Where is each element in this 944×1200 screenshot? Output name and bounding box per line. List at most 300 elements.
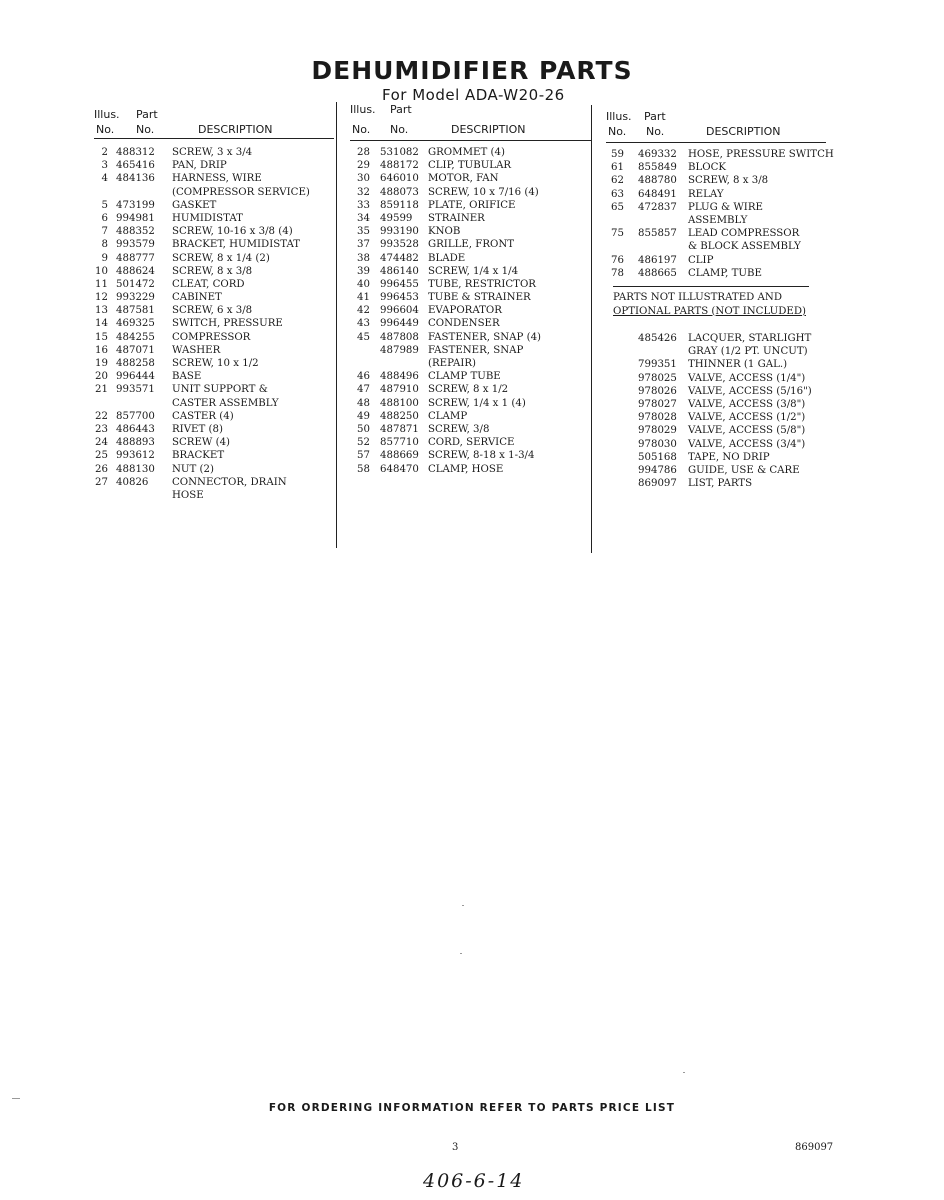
table-row	[94, 199, 334, 212]
illus-number: 45	[357, 331, 370, 343]
illus-number: 30	[357, 173, 370, 185]
part-number: 488665	[638, 267, 677, 279]
part-description: LIST, PARTS	[688, 478, 753, 490]
part-description: SCREW, 3 x 3/4	[172, 147, 253, 158]
illus-number: 15	[95, 331, 108, 343]
illus-label: Illus.	[94, 108, 120, 121]
table-row	[94, 344, 334, 357]
illus-number: 23	[95, 423, 108, 435]
part-number: 996453	[380, 292, 419, 304]
table-row	[606, 214, 846, 227]
illus-number: 59	[611, 149, 624, 160]
document-number: 869097	[795, 1142, 834, 1153]
table-row	[350, 199, 590, 212]
part-description: (REPAIR)	[428, 358, 477, 369]
table-row	[350, 278, 590, 291]
part-description: WASHER	[172, 344, 221, 356]
part-description: MOTOR, FAN	[428, 173, 499, 185]
part-number: 488172	[380, 160, 419, 172]
illus-number: 24	[95, 437, 108, 449]
table-row	[94, 172, 334, 185]
table-row	[350, 238, 590, 251]
part-number: 994981	[116, 212, 155, 224]
part-no-label: No.	[390, 123, 409, 136]
part-number: 869097	[638, 478, 677, 490]
handwritten-note: 406-6-14	[423, 1170, 525, 1192]
part-description: HUMIDISTAT	[172, 212, 243, 224]
part-number: 996449	[380, 318, 419, 330]
part-number: 855849	[638, 162, 677, 174]
not-illustrated-rule	[613, 286, 809, 287]
table-row	[606, 424, 846, 437]
table-row	[94, 304, 334, 317]
part-description: CLAMP, HOSE	[428, 463, 504, 475]
illus-number: 6	[101, 212, 108, 224]
table-row	[606, 438, 846, 451]
part-description: CLAMP TUBE	[428, 371, 501, 383]
part-number: 484255	[116, 331, 155, 343]
scan-speck	[683, 1072, 685, 1073]
part-description: TAPE, NO DRIP	[688, 451, 770, 463]
part-description: (COMPRESSOR SERVICE)	[172, 186, 310, 198]
illus-number: 21	[95, 384, 108, 396]
part-description: HOSE, PRESSURE SWITCH	[688, 149, 834, 160]
table-row	[606, 385, 846, 398]
illus-number: 14	[95, 318, 108, 330]
column-1-rule	[94, 138, 334, 139]
part-description: TUBE & STRAINER	[428, 292, 531, 304]
table-row	[350, 436, 590, 449]
table-row	[94, 423, 334, 436]
part-description: VALVE, ACCESS (5/16")	[688, 385, 812, 397]
part-description: SCREW (4)	[172, 437, 231, 449]
table-row	[94, 397, 334, 410]
part-number: 488250	[380, 410, 419, 422]
part-number: 486443	[116, 423, 155, 435]
scan-speck	[460, 953, 462, 954]
part-number: 488496	[380, 371, 419, 383]
table-row	[350, 410, 590, 423]
illus-no-label: No.	[96, 123, 115, 136]
illus-number: 26	[95, 463, 108, 475]
part-description: SCREW, 10 x 1/2	[172, 358, 259, 369]
table-row	[94, 159, 334, 172]
table-row	[606, 174, 846, 187]
part-number: 648491	[638, 188, 677, 200]
table-row	[94, 212, 334, 225]
part-number: 993579	[116, 239, 155, 251]
part-description: HOSE	[172, 489, 204, 501]
part-description: PLATE, ORIFICE	[428, 199, 516, 211]
part-description: SCREW, 3/8	[428, 423, 490, 435]
part-description: SCREW, 1/4 x 1/4	[428, 265, 519, 277]
part-number: 49599	[380, 212, 413, 224]
illus-number: 22	[95, 410, 108, 422]
table-row	[94, 278, 334, 291]
part-number: 465416	[116, 160, 155, 172]
table-row	[94, 463, 334, 476]
part-description: GRAY (1/2 PT. UNCUT)	[688, 346, 808, 358]
part-number: 978028	[638, 412, 677, 424]
illus-number: 33	[357, 199, 370, 211]
part-description: VALVE, ACCESS (1/4")	[688, 372, 806, 384]
part-description: LACQUER, STARLIGHT	[688, 333, 812, 344]
part-description: LEAD COMPRESSOR	[688, 228, 800, 240]
table-row	[94, 436, 334, 449]
part-number: 859118	[380, 199, 419, 211]
part-number: 501472	[116, 278, 155, 290]
part-description: THINNER (1 GAL.)	[688, 359, 788, 371]
illus-number: 49	[357, 410, 370, 422]
part-number: 505168	[638, 451, 677, 463]
table-row	[94, 357, 334, 370]
part-description: FASTENER, SNAP	[428, 344, 524, 356]
illus-number: 40	[357, 278, 370, 290]
part-number: 488130	[116, 463, 155, 475]
table-row	[350, 449, 590, 462]
part-number: 994786	[638, 464, 677, 476]
table-row	[94, 489, 334, 502]
table-row	[350, 317, 590, 330]
part-label: Part	[390, 103, 412, 116]
part-number: 978025	[638, 372, 677, 384]
column-divider-1	[336, 102, 337, 548]
illus-number: 25	[95, 450, 108, 462]
table-row	[606, 332, 846, 345]
illus-label: Illus.	[350, 103, 376, 116]
part-label: Part	[136, 108, 158, 121]
part-number: 996455	[380, 278, 419, 290]
part-number: 487910	[380, 384, 419, 396]
illus-number: 47	[357, 384, 370, 396]
illus-number: 52	[357, 437, 370, 449]
part-description: ASSEMBLY	[688, 214, 748, 226]
column-2-rule	[350, 140, 592, 141]
part-number: 473199	[116, 199, 155, 211]
part-number: 993612	[116, 450, 155, 462]
part-number: 486197	[638, 254, 677, 266]
part-number: 978030	[638, 438, 677, 450]
table-row	[606, 345, 846, 358]
part-number: 487871	[380, 423, 419, 435]
illus-label: Illus.	[606, 110, 632, 123]
table-row	[350, 172, 590, 185]
illus-no-label: No.	[352, 123, 371, 136]
illus-number: 58	[357, 463, 370, 475]
table-row	[606, 254, 846, 267]
table-row	[350, 357, 590, 370]
illus-number: 41	[357, 292, 370, 304]
illus-number: 19	[95, 358, 108, 369]
part-number: 993190	[380, 226, 419, 238]
illus-number: 32	[357, 186, 370, 198]
part-description: VALVE, ACCESS (3/4")	[688, 438, 806, 450]
table-row	[94, 383, 334, 396]
table-row	[94, 265, 334, 278]
table-row	[606, 451, 846, 464]
table-row	[606, 477, 846, 490]
illus-number: 39	[357, 265, 370, 277]
part-description: CABINET	[172, 292, 222, 304]
part-number: 472837	[638, 201, 677, 213]
column-3-header	[606, 110, 856, 140]
table-row	[350, 252, 590, 265]
part-description: PAN, DRIP	[172, 160, 227, 172]
part-description: NUT (2)	[172, 463, 214, 475]
ordering-footer: FOR ORDERING INFORMATION REFER TO PARTS PRICE LIST	[268, 1102, 676, 1114]
part-number: 488100	[380, 397, 419, 409]
part-description: SCREW, 10 x 7/16 (4)	[428, 186, 539, 198]
table-row	[94, 317, 334, 330]
part-number: 474482	[380, 252, 419, 264]
part-description: CLEAT, CORD	[172, 278, 245, 290]
not-illustrated-line-1: PARTS NOT ILLUSTRATED AND	[613, 292, 782, 303]
part-number: 484136	[116, 173, 155, 185]
column-divider-2	[591, 105, 592, 553]
illus-number: 37	[357, 239, 370, 251]
part-number: 857710	[380, 437, 419, 449]
illus-number: 7	[101, 226, 108, 238]
optional-parts-list	[606, 332, 846, 490]
part-description: SCREW, 1/4 x 1 (4)	[428, 397, 526, 409]
part-description: VALVE, ACCESS (3/8")	[688, 398, 806, 410]
table-row	[94, 252, 334, 265]
part-number: 857700	[116, 410, 155, 422]
part-description: SCREW, 8 x 3/8	[688, 175, 769, 187]
table-row	[94, 370, 334, 383]
part-description: CASTER (4)	[172, 410, 234, 422]
part-description: GUIDE, USE & CARE	[688, 464, 800, 476]
part-description: BLADE	[428, 252, 466, 264]
table-row	[606, 464, 846, 477]
part-description: SCREW, 8 x 1/4 (2)	[172, 252, 270, 264]
table-row	[94, 476, 334, 489]
table-row	[350, 159, 590, 172]
illus-number: 38	[357, 252, 370, 264]
illus-number: 10	[95, 265, 108, 277]
table-row	[606, 161, 846, 174]
table-row	[606, 358, 846, 371]
part-description: CLAMP	[428, 410, 468, 422]
part-number: 978027	[638, 398, 677, 410]
part-description: RIVET (8)	[172, 423, 223, 435]
part-description: PLUG & WIRE	[688, 201, 763, 213]
illus-number: 16	[95, 344, 108, 356]
table-row	[94, 291, 334, 304]
page-title: DEHUMIDIFIER PARTS	[311, 56, 633, 85]
column-3-parts-list	[606, 148, 846, 280]
illus-number: 20	[95, 371, 108, 383]
part-number: 485426	[638, 333, 677, 344]
illus-number: 78	[611, 267, 624, 279]
part-description: EVAPORATOR	[428, 305, 502, 317]
table-row	[350, 186, 590, 199]
table-row	[606, 227, 846, 240]
table-row	[606, 267, 846, 280]
table-row	[606, 372, 846, 385]
table-row	[350, 370, 590, 383]
part-number: 978029	[638, 425, 677, 437]
table-row	[350, 304, 590, 317]
table-row	[94, 225, 334, 238]
page-number: 3	[452, 1142, 459, 1153]
part-description: VALVE, ACCESS (5/8")	[688, 425, 806, 437]
table-row	[350, 331, 590, 344]
part-number: 487989	[380, 344, 419, 356]
table-row	[94, 410, 334, 423]
illus-number: 13	[95, 305, 108, 317]
illus-number: 46	[357, 371, 370, 383]
part-number: 488777	[116, 252, 155, 264]
part-no-label: No.	[646, 125, 665, 138]
table-row	[606, 398, 846, 411]
part-number: 978026	[638, 385, 677, 397]
column-2-header	[350, 103, 590, 136]
illus-number: 35	[357, 226, 370, 238]
part-description: HARNESS, WIRE	[172, 173, 262, 185]
column-2-parts-list	[350, 146, 590, 476]
illus-number: 4	[101, 173, 108, 185]
part-number: 488780	[638, 175, 677, 187]
part-number: 646010	[380, 173, 419, 185]
table-row	[94, 186, 334, 199]
part-number: 488893	[116, 437, 155, 449]
illus-number: 43	[357, 318, 370, 330]
illus-number: 27	[95, 476, 108, 488]
illus-number: 9	[101, 252, 108, 264]
part-description: SCREW, 10-16 x 3/8 (4)	[172, 226, 293, 238]
part-description: GROMMET (4)	[428, 147, 505, 158]
scan-speck	[12, 1098, 20, 1099]
part-description: SCREW, 6 x 3/8	[172, 305, 253, 317]
part-description: CORD, SERVICE	[428, 437, 515, 449]
illus-number: 5	[101, 199, 108, 211]
table-row	[606, 240, 846, 253]
table-row	[606, 201, 846, 214]
part-description: SWITCH, PRESSURE	[172, 318, 283, 330]
illus-number: 42	[357, 305, 370, 317]
table-row	[350, 397, 590, 410]
illus-number: 34	[357, 212, 370, 224]
part-description: CASTER ASSEMBLY	[172, 397, 279, 409]
part-description: CLAMP, TUBE	[688, 267, 762, 279]
illus-no-label: No.	[608, 125, 627, 138]
table-row	[350, 265, 590, 278]
part-description: GRILLE, FRONT	[428, 239, 515, 251]
part-number: 486140	[380, 265, 419, 277]
column-3-rule	[606, 142, 826, 143]
table-row	[350, 146, 590, 159]
part-number: 469332	[638, 149, 677, 160]
part-description: TUBE, RESTRICTOR	[428, 278, 536, 290]
illus-number: 61	[611, 162, 624, 174]
part-number: 993528	[380, 239, 419, 251]
part-number: 996604	[380, 305, 419, 317]
part-number: 488624	[116, 265, 155, 277]
page-subtitle: For Model ADA-W20-26	[382, 86, 565, 104]
table-row	[350, 383, 590, 396]
part-description: CONNECTOR, DRAIN	[172, 476, 287, 488]
part-description: COMPRESSOR	[172, 331, 251, 343]
table-row	[606, 411, 846, 424]
table-row	[350, 291, 590, 304]
part-number: 469325	[116, 318, 155, 330]
illus-number: 63	[611, 188, 624, 200]
table-row	[606, 148, 846, 161]
column-1-parts-list	[94, 146, 334, 502]
part-description: SCREW, 8-18 x 1-3/4	[428, 450, 535, 462]
illus-number: 2	[101, 147, 108, 158]
part-description: CLIP, TUBULAR	[428, 160, 512, 172]
illus-number: 50	[357, 423, 370, 435]
part-number: 993571	[116, 384, 155, 396]
column-1-header	[94, 108, 334, 138]
part-description: FASTENER, SNAP (4)	[428, 331, 542, 343]
part-description: BASE	[172, 371, 202, 383]
part-number: 993229	[116, 292, 155, 304]
part-description: STRAINER	[428, 212, 485, 224]
part-description: BLOCK	[688, 162, 727, 174]
part-description: SCREW, 8 x 3/8	[172, 265, 253, 277]
illus-number: 48	[357, 397, 370, 409]
part-description: UNIT SUPPORT &	[172, 384, 268, 396]
part-number: 531082	[380, 147, 419, 158]
part-description: BRACKET	[172, 450, 225, 462]
illus-number: 3	[101, 160, 108, 172]
table-row	[350, 225, 590, 238]
part-number: 488258	[116, 358, 155, 369]
part-number: 488312	[116, 147, 155, 158]
part-description: CONDENSER	[428, 318, 500, 330]
table-row	[94, 146, 334, 159]
illus-number: 8	[101, 239, 108, 251]
table-row	[350, 212, 590, 225]
part-description: CLIP	[688, 254, 714, 266]
illus-number: 12	[95, 292, 108, 304]
part-description: GASKET	[172, 199, 217, 211]
part-description: BRACKET, HUMIDISTAT	[172, 239, 301, 251]
part-description: VALVE, ACCESS (1/2")	[688, 412, 806, 424]
not-illustrated-heading	[613, 291, 806, 318]
part-label: Part	[644, 110, 666, 123]
not-illustrated-line-2: OPTIONAL PARTS (NOT INCLUDED)	[613, 305, 806, 317]
illus-number: 28	[357, 147, 370, 158]
description-label: DESCRIPTION	[706, 125, 781, 138]
scan-speck	[462, 905, 464, 906]
part-description: SCREW, 8 x 1/2	[428, 384, 509, 396]
table-row	[606, 188, 846, 201]
part-number: 855857	[638, 228, 677, 240]
table-row	[94, 238, 334, 251]
table-row	[350, 423, 590, 436]
part-number: 488073	[380, 186, 419, 198]
part-number: 40826	[116, 476, 149, 488]
part-description: & BLOCK ASSEMBLY	[688, 241, 801, 253]
illus-number: 29	[357, 160, 370, 172]
table-row	[94, 331, 334, 344]
illus-number: 76	[611, 254, 624, 266]
part-description: KNOB	[428, 226, 461, 238]
part-number: 799351	[638, 359, 677, 371]
description-label: DESCRIPTION	[198, 123, 273, 136]
part-number: 487808	[380, 331, 419, 343]
illus-number: 11	[95, 278, 108, 290]
table-row	[350, 463, 590, 476]
description-label: DESCRIPTION	[451, 123, 526, 136]
table-row	[94, 449, 334, 462]
illus-number: 75	[611, 228, 624, 240]
part-number: 648470	[380, 463, 419, 475]
